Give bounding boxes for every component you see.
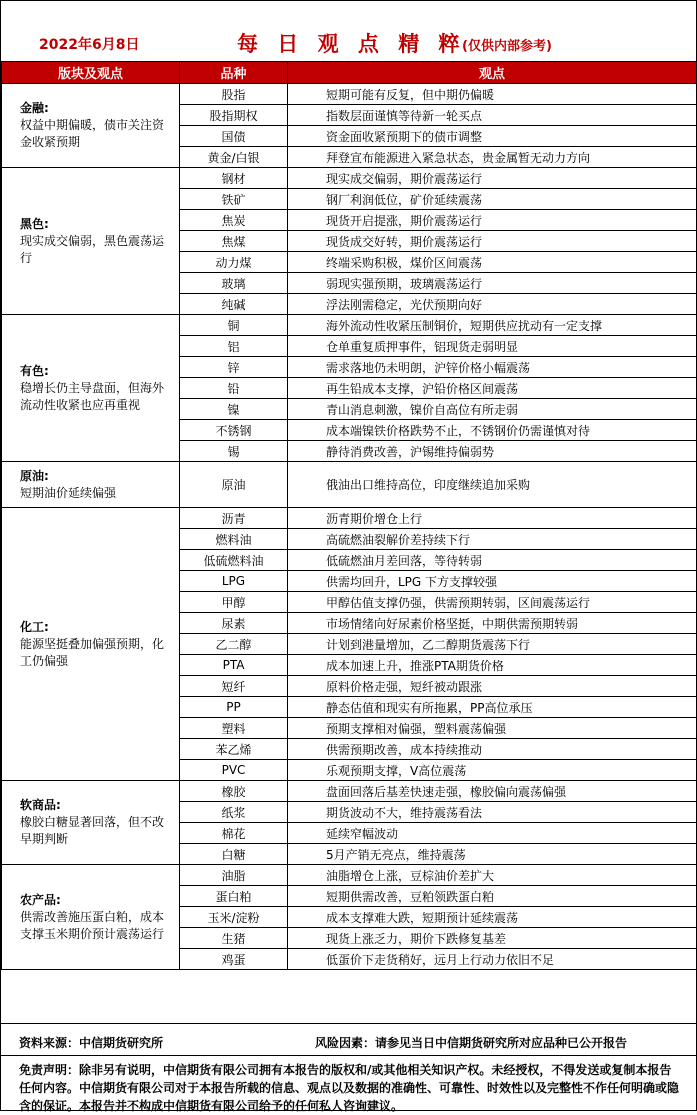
view-cell: 成本支撑难大跌，短期预计延续震荡: [288, 907, 697, 928]
product-cell: 生猪: [180, 928, 288, 949]
view-cell: 供需预期改善，成本持续推动: [288, 739, 697, 760]
view-cell: 沥青期价增仓上行: [288, 508, 697, 529]
product-cell: 铜: [180, 315, 288, 336]
product-cell: 原油: [180, 462, 288, 508]
product-cell: 铁矿: [180, 189, 288, 210]
product-cell: 尿素: [180, 613, 288, 634]
sector-summary: 稳增长仍主导盘面，但海外流动性收紧也应再重视: [20, 380, 165, 412]
sector-name: 软商品:: [20, 798, 61, 812]
data-source: 资料来源：中信期货研究所: [19, 1036, 164, 1050]
disclaimer-box: [1, 1055, 696, 1113]
view-cell: 现货开启提涨，期价震荡运行: [288, 210, 697, 231]
product-cell: LPG: [180, 571, 288, 592]
sector-name: 原油:: [20, 468, 49, 483]
product-cell: 铅: [180, 378, 288, 399]
table-row: [2, 462, 697, 508]
sector-name: 黑色:: [20, 216, 49, 231]
product-cell: PVC: [180, 760, 288, 781]
view-cell: 原料价格走强，短纤被动跟涨: [288, 676, 697, 697]
table-row: [2, 781, 697, 802]
view-cell: 俄油出口维持高位，印度继续追加采购: [288, 462, 697, 508]
table-row: [2, 315, 697, 336]
risk-factors: 风险因素：请参见当日中信期货研究所对应品种已公开报告: [315, 1036, 628, 1050]
product-cell: PTA: [180, 655, 288, 676]
table-row: [2, 865, 697, 886]
product-cell: 纸浆: [180, 802, 288, 823]
view-cell: 低蛋价下走货稍好，远月上行动力依旧不足: [288, 949, 697, 970]
product-cell: 铝: [180, 336, 288, 357]
view-cell: 钢厂利润低位，矿价延续震荡: [288, 189, 697, 210]
sector-cell: [2, 84, 180, 168]
product-cell: 玻璃: [180, 273, 288, 294]
sector-cell: [2, 508, 180, 781]
product-cell: 黄金/白银: [180, 147, 288, 168]
view-cell: 乐观预期支撑，V高位震荡: [288, 760, 697, 781]
product-cell: 焦煤: [180, 231, 288, 252]
product-cell: 苯乙烯: [180, 739, 288, 760]
view-cell: 现实成交偏弱，期价震荡运行: [288, 168, 697, 189]
sector-summary: 权益中期偏暖，债市关注资金收紧预期: [20, 118, 165, 149]
sector-summary: 供需改善施压蛋白粕，成本支撑玉米期价预计震荡运行: [20, 909, 165, 941]
table-row: [2, 168, 697, 189]
sector-name: 农产品:: [20, 892, 61, 907]
product-cell: 蛋白粕: [180, 886, 288, 907]
sector-cell: [2, 315, 180, 462]
product-cell: 钢材: [180, 168, 288, 189]
view-cell: 静态估值和现实有所拖累，PP高位承压: [288, 697, 697, 718]
column-header-view: 观点: [288, 62, 697, 84]
product-cell: 股指: [180, 84, 288, 105]
view-cell: 现货成交好转，期价震荡运行: [288, 231, 697, 252]
view-cell: 需求落地仍未明朗，沪锌价格小幅震荡: [288, 357, 697, 378]
product-cell: 玉米/淀粉: [180, 907, 288, 928]
product-cell: 不锈钢: [180, 420, 288, 441]
product-cell: 低硫燃料油: [180, 550, 288, 571]
disclaimer: 免责声明：除非另有说明，中信期货有限公司拥有本报告的版权和/或其他相关知识产权。未经授权，不得发送或复制本报告任何内容。中信期货有限公司对于本报告所载的信息、观点以及数据的准确性、可靠性、时效性以及完整性不作任何明确或隐含的保证。本报告并不构成中信期货有限公司给予的任何私人咨询建议。: [19, 1063, 680, 1113]
views-table: [1, 61, 697, 970]
product-cell: 镍: [180, 399, 288, 420]
sector-cell: [2, 865, 180, 970]
report-date: 2022年6月8日: [39, 37, 140, 53]
product-cell: PP: [180, 697, 288, 718]
view-cell: 甲醇估值支撑仍强，供需预期转弱，区间震荡运行: [288, 592, 697, 613]
product-cell: 动力煤: [180, 252, 288, 273]
view-cell: 盘面回落后基差快速走强，橡胶偏向震荡偏强: [288, 781, 697, 802]
product-cell: 橡胶: [180, 781, 288, 802]
sector-name: 金融:: [20, 101, 49, 115]
report-subtitle: (仅供内部参考): [462, 39, 552, 54]
view-cell: 资金面收紧预期下的债市调整: [288, 126, 697, 147]
table-header-row: [2, 62, 697, 84]
table-row: [2, 84, 697, 105]
product-cell: 鸡蛋: [180, 949, 288, 970]
view-cell: 短期供需改善，豆粕领跌蛋白粕: [288, 886, 697, 907]
view-cell: 延续窄幅波动: [288, 823, 697, 844]
view-cell: 5月产销无亮点，维持震荡: [288, 844, 697, 865]
view-cell: 静待消费改善，沪锡维持偏弱势: [288, 441, 697, 462]
product-cell: 国债: [180, 126, 288, 147]
sector-name: 有色:: [20, 363, 49, 378]
view-cell: 弱现实强预期，玻璃震荡运行: [288, 273, 697, 294]
product-cell: 塑料: [180, 718, 288, 739]
footer: [1, 1023, 696, 1113]
view-cell: 现货上涨乏力，期价下跌修复基差: [288, 928, 697, 949]
view-cell: 拜登宣布能源进入紧急状态，贵金属暂无动力方向: [288, 147, 697, 168]
view-cell: 成本端镍铁价格跌势不止，不锈钢价仍需谨慎对待: [288, 420, 697, 441]
product-cell: 甲醇: [180, 592, 288, 613]
column-header-product: 品种: [180, 62, 288, 84]
view-cell: 仓单重复质押事件，铝现货走弱明显: [288, 336, 697, 357]
view-cell: 终端采购积极，煤价区间震荡: [288, 252, 697, 273]
product-cell: 股指期权: [180, 105, 288, 126]
report-title: 每 日 观 点 精 粹: [237, 32, 466, 56]
product-cell: 锡: [180, 441, 288, 462]
view-cell: 海外流动性收紧压制铜价，短期供应扰动有一定支撑: [288, 315, 697, 336]
product-cell: 锌: [180, 357, 288, 378]
product-cell: 短纤: [180, 676, 288, 697]
view-cell: 供需均回升，LPG 下方支撑较强: [288, 571, 697, 592]
product-cell: 棉花: [180, 823, 288, 844]
view-cell: 短期可能有反复，但中期仍偏暖: [288, 84, 697, 105]
product-cell: 沥青: [180, 508, 288, 529]
product-cell: 白糖: [180, 844, 288, 865]
view-cell: 预期支撑相对偏强，塑料震荡偏强: [288, 718, 697, 739]
sector-cell: [2, 781, 180, 865]
view-cell: 指数层面谨慎等待新一轮买点: [288, 105, 697, 126]
column-header-sector: 版块及观点: [2, 62, 180, 84]
view-cell: 再生铅成本支撑，沪铅价格区间震荡: [288, 378, 697, 399]
product-cell: 纯碱: [180, 294, 288, 315]
product-cell: 燃料油: [180, 529, 288, 550]
view-cell: 浮法刚需稳定，光伏预期向好: [288, 294, 697, 315]
sector-name: 化工:: [20, 619, 49, 634]
view-cell: 低硫燃油月差回落，等待转弱: [288, 550, 697, 571]
view-cell: 期货波动不大，维持震荡看法: [288, 802, 697, 823]
title-bar: [1, 1, 696, 61]
sector-cell: [2, 168, 180, 315]
product-cell: 焦炭: [180, 210, 288, 231]
view-cell: 青山消息刺激，镍价自高位有所走弱: [288, 399, 697, 420]
sector-summary: 能源坚挺叠加偏强预期，化工仍偏强: [20, 636, 165, 668]
product-cell: 油脂: [180, 865, 288, 886]
sector-cell: [2, 462, 180, 508]
view-cell: 油脂增仓上涨，豆棕油价差扩大: [288, 865, 697, 886]
sector-summary: 现实成交偏弱，黑色震荡运行: [20, 233, 165, 265]
view-cell: 高硫燃油裂解价差持续下行: [288, 529, 697, 550]
sector-summary: 短期油价延续偏强: [20, 485, 117, 500]
view-cell: 市场情绪向好尿素价格坚挺，中期供需预期转弱: [288, 613, 697, 634]
view-cell: 成本加速上升，推涨PTA期货价格: [288, 655, 697, 676]
sector-summary: 橡胶白糖显著回落，但不改早期判断: [20, 815, 165, 846]
product-cell: 乙二醇: [180, 634, 288, 655]
table-row: [2, 508, 697, 529]
view-cell: 计划到港量增加，乙二醇期货震荡下行: [288, 634, 697, 655]
